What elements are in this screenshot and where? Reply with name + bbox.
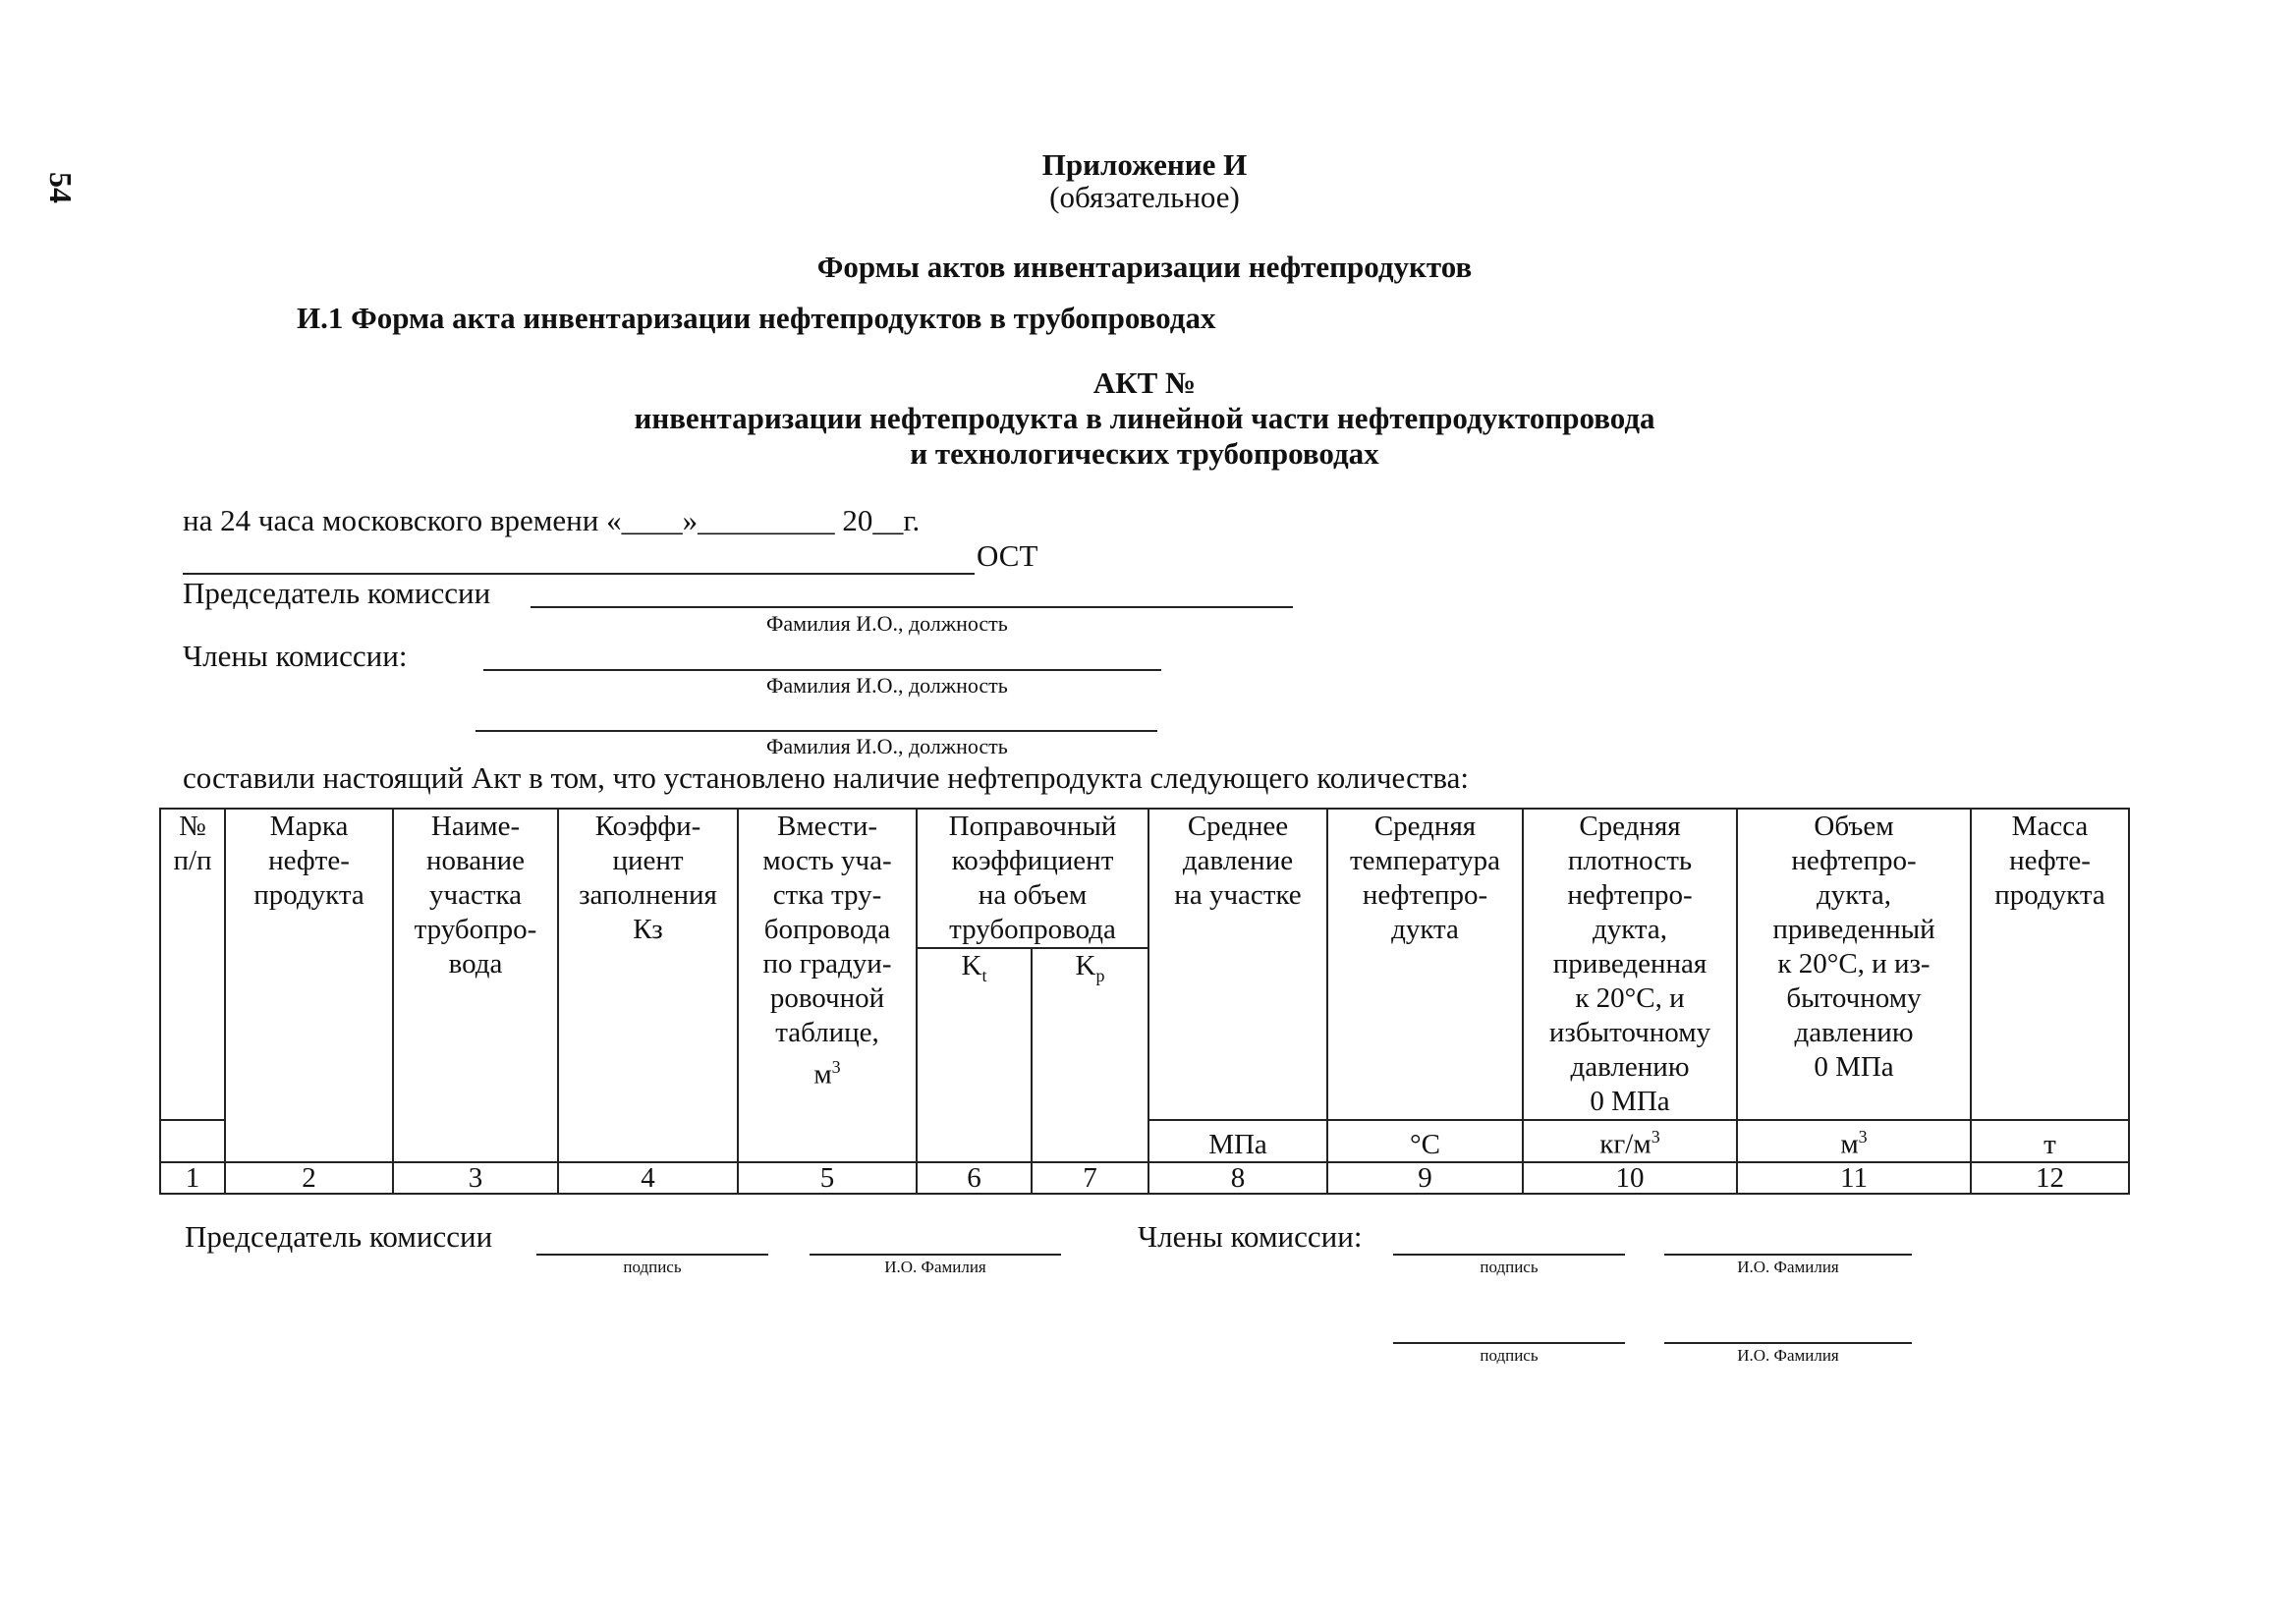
- header-c9: Средняя температура нефтепро- дукта: [1327, 809, 1523, 1120]
- member2-name-caption: Фамилия И.О., должность: [766, 734, 1008, 758]
- header-c2: Марка нефте- продукта: [225, 809, 393, 1162]
- header-c12: Масса нефте- продукта: [1971, 809, 2129, 1120]
- chairman-label: Председатель комиссии: [183, 576, 491, 610]
- col-number: 10: [1523, 1162, 1737, 1194]
- header-c3: Наиме- нование участка трубопро- вода: [393, 809, 558, 1162]
- member1-fullname-line: [1664, 1254, 1912, 1256]
- col-number: 6: [917, 1162, 1032, 1194]
- header-c8: Среднее давление на участке: [1148, 809, 1327, 1120]
- unit-c8: МПа: [1148, 1120, 1327, 1162]
- col-number: 12: [1971, 1162, 2129, 1194]
- section-title: Формы актов инвентаризации нефтепродуктов: [816, 250, 1473, 284]
- appendix-title: Приложение И: [1041, 147, 1248, 182]
- chairman-fullname-caption: И.О. Фамилия: [884, 1258, 986, 1276]
- member2-signature-line: [1393, 1342, 1625, 1344]
- chairman-fullname-line: [810, 1254, 1061, 1256]
- member1-signature-caption: подпись: [1480, 1258, 1539, 1276]
- member2-fullname-caption: И.О. Фамилия: [1737, 1346, 1839, 1365]
- organization-line: [183, 573, 975, 575]
- act-title: АКТ №: [1092, 365, 1197, 400]
- unit-c1: [160, 1120, 225, 1162]
- unit-c11: $м^3$: [1737, 1120, 1971, 1162]
- header-c10: Средняя плотность нефтепро- дукта, приведенная к 20°С, и избыточному давлению 0 МПа: [1523, 809, 1737, 1120]
- appendix-note: (обязательное): [1049, 180, 1240, 214]
- header-c11: Объем нефтепро- дукта, приведенный к 20°С, и из- быточному давлению 0 МПа: [1737, 809, 1971, 1120]
- unit-c10: $кг/м^3$: [1523, 1120, 1737, 1162]
- table-header-row: [160, 809, 2129, 948]
- act-subtitle-line1: инвентаризации нефтепродукта в линейной части нефтепродуктопровода: [634, 401, 1655, 435]
- act-subtitle-line2: и технологических трубопроводах: [910, 436, 1379, 471]
- chairman-signature-caption: подпись: [623, 1258, 682, 1276]
- member2-fullname-line: [1664, 1342, 1912, 1344]
- header-c6-kt: $K_t$: [917, 948, 1032, 1162]
- col-number: 3: [393, 1162, 558, 1194]
- date-line: на 24 часа московского времени «____»_________ 20__г.: [183, 503, 921, 537]
- col-number: 11: [1737, 1162, 1971, 1194]
- col-number: 4: [558, 1162, 738, 1194]
- member1-name-caption: Фамилия И.О., должность: [766, 673, 1008, 698]
- unit-c12: т: [1971, 1120, 2129, 1162]
- col-number: 9: [1327, 1162, 1523, 1194]
- member1-signature-line: [1393, 1254, 1625, 1256]
- member2-signature-caption: подпись: [1480, 1346, 1539, 1365]
- header-c7-kp: $K_p$: [1032, 948, 1148, 1162]
- inventory-table: [159, 808, 2130, 1195]
- header-c5: Вмести- мость уча- стка тру- бопровода по градуи- ровочной таблице, $м^3$: [738, 809, 917, 1162]
- statement-text: составили настоящий Акт в том, что установлено наличие нефтепродукта следующего количества:: [183, 760, 1469, 795]
- ost-label: ОСТ: [977, 538, 1038, 573]
- header-c4: Коэффи- циент заполнения Кз: [558, 809, 738, 1162]
- sign-chairman-label: Председатель комиссии: [185, 1219, 493, 1254]
- header-c67-group: Поправочный коэффициент на объем трубопровода: [917, 809, 1148, 948]
- chairman-signature-line: [536, 1254, 768, 1256]
- members-label: Члены комиссии:: [183, 639, 408, 673]
- col-number: 5: [738, 1162, 917, 1194]
- subsection-title: И.1 Форма акта инвентаризации нефтепродуктов в трубопроводах: [297, 301, 1216, 335]
- member1-fullname-caption: И.О. Фамилия: [1737, 1258, 1839, 1276]
- sign-members-label: Члены комиссии:: [1138, 1219, 1363, 1254]
- col-number: 2: [225, 1162, 393, 1194]
- col-number: 7: [1032, 1162, 1148, 1194]
- header-c1: № п/п: [160, 809, 225, 1120]
- col-number: 8: [1148, 1162, 1327, 1194]
- member1-name-line: [483, 669, 1161, 671]
- chairman-name-caption: Фамилия И.О., должность: [766, 611, 1008, 636]
- column-number-row: [160, 1162, 2129, 1194]
- col-number: 1: [160, 1162, 225, 1194]
- chairman-name-line: [531, 606, 1293, 608]
- page-number: 54: [43, 172, 79, 203]
- unit-c9: °С: [1327, 1120, 1523, 1162]
- member2-name-line: [476, 730, 1157, 732]
